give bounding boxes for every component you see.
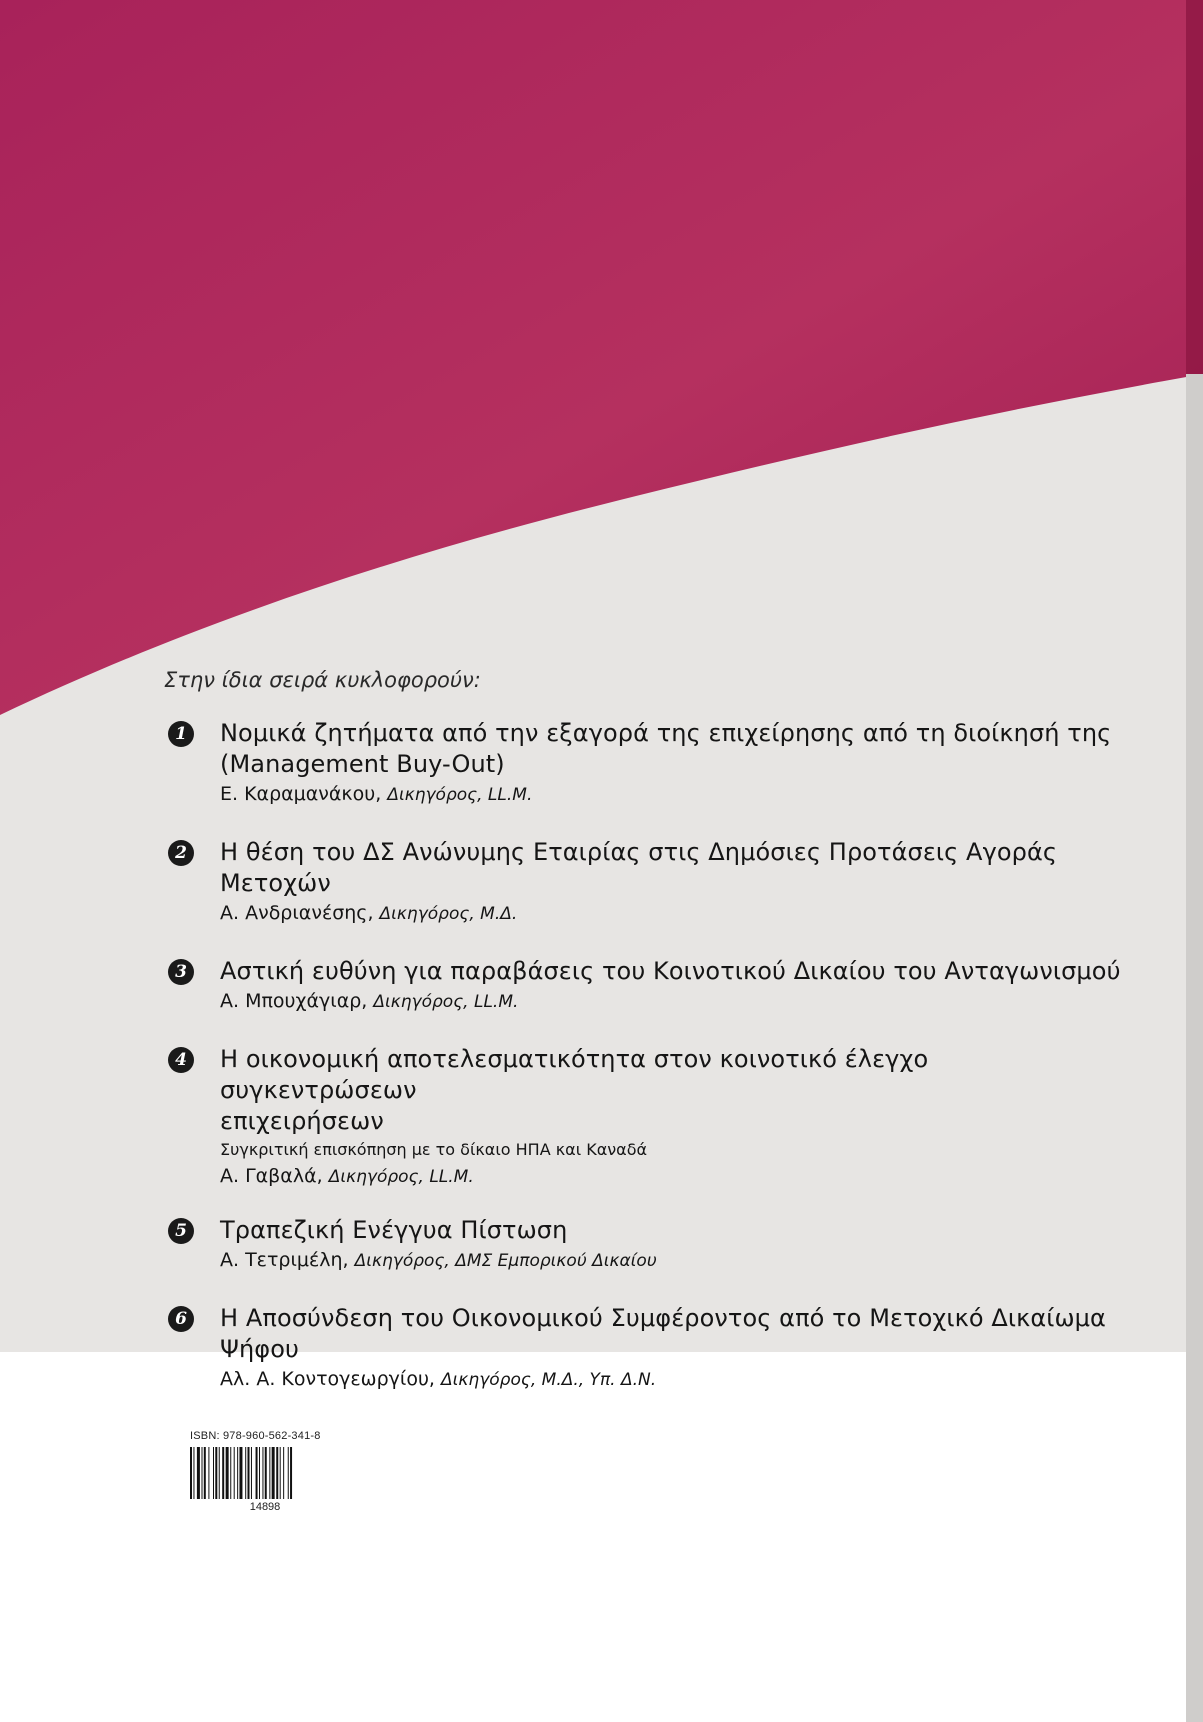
barcode-bar bbox=[272, 1447, 275, 1499]
book-author bbox=[220, 1162, 1128, 1191]
barcode-bar bbox=[283, 1447, 284, 1499]
white-band bbox=[0, 1352, 1203, 1722]
author-name: Α. Γαβαλά, bbox=[220, 1165, 323, 1187]
book-title: Η Αποσύνδεση του Οικονομικού Συμφέροντος από το Μετοχικό Δικαίωμα Ψήφου bbox=[220, 1304, 1106, 1363]
book-title-line-2: επιχειρήσεων bbox=[220, 1107, 384, 1135]
barcode-bar bbox=[237, 1447, 238, 1499]
barcode-bar bbox=[208, 1447, 209, 1499]
book-item-1 bbox=[168, 718, 1128, 809]
author-credentials: Δικηγόρος, ΔΜΣ Εμπορικού Δικαίου bbox=[354, 1251, 657, 1271]
book-item-5 bbox=[168, 1215, 1128, 1275]
barcode-bar bbox=[234, 1447, 235, 1499]
book-title-line-2: (Management Buy-Out) bbox=[220, 750, 505, 778]
barcode-bar bbox=[288, 1447, 289, 1499]
barcode-bar bbox=[197, 1447, 200, 1499]
author-credentials: Δικηγόρος, LL.M. bbox=[373, 992, 519, 1012]
book-author bbox=[220, 899, 1128, 928]
barcode-bar bbox=[204, 1447, 206, 1499]
author-name: Α. Ανδριανέσης, bbox=[220, 902, 374, 924]
book-title: Νομικά ζητήματα από την εξαγορά της επιχείρησης από τη διοίκησή της bbox=[220, 719, 1112, 747]
number-badge: 2 bbox=[168, 840, 194, 866]
author-credentials: Δικηγόρος, LL.M. bbox=[328, 1167, 474, 1187]
author-name: Ε. Καραμανάκου, bbox=[220, 783, 382, 805]
number-badge: 6 bbox=[168, 1306, 194, 1332]
isbn-text: ISBN: 978-960-562-341-8 bbox=[190, 1430, 321, 1442]
barcode-bar bbox=[202, 1447, 203, 1499]
barcode-bar bbox=[239, 1447, 242, 1499]
barcode-bar bbox=[259, 1447, 260, 1499]
barcode-bar bbox=[215, 1447, 217, 1499]
barcode bbox=[190, 1447, 334, 1499]
barcode-bar bbox=[226, 1447, 229, 1499]
barcode-number: 14898 bbox=[249, 1501, 281, 1513]
barcode-bar bbox=[213, 1447, 214, 1499]
series-heading: Στην ίδια σειρά κυκλοφορούν: bbox=[164, 668, 481, 692]
book-subtitle: Συγκριτική επισκόπηση με το δίκαιο ΗΠΑ και Καναδά bbox=[220, 1140, 648, 1159]
book-title: Η οικονομική αποτελεσματικότητα στον κοινοτικό έλεγχο συγκεντρώσεων bbox=[220, 1045, 929, 1104]
barcode-bar bbox=[248, 1447, 250, 1499]
book-item-2 bbox=[168, 837, 1128, 928]
barcode-bar bbox=[251, 1447, 252, 1499]
barcode-bar bbox=[245, 1447, 246, 1499]
book-item-6 bbox=[168, 1303, 1128, 1394]
book-author bbox=[220, 987, 1128, 1016]
author-credentials: Δικηγόρος, Μ.Δ., Υπ. Δ.Ν. bbox=[441, 1370, 657, 1390]
book-item-3 bbox=[168, 956, 1128, 1016]
author-name: Αλ. Α. Κοντογεωργίου, bbox=[220, 1368, 435, 1390]
number-badge: 4 bbox=[168, 1047, 194, 1073]
author-credentials: Δικηγόρος, Μ.Δ. bbox=[379, 904, 518, 924]
barcode-bar bbox=[276, 1447, 278, 1499]
barcode-bar bbox=[290, 1447, 292, 1499]
barcode-bar bbox=[222, 1447, 224, 1499]
barcode-bar bbox=[256, 1447, 258, 1499]
author-name: Α. Μπουχάγιαρ, bbox=[220, 990, 368, 1012]
book-title: Τραπεζική Ενέγγυα Πίστωση bbox=[220, 1216, 568, 1244]
barcode-bar bbox=[190, 1447, 192, 1499]
barcode-bar bbox=[269, 1447, 270, 1499]
number-badge: 3 bbox=[168, 959, 194, 985]
book-author bbox=[220, 1365, 1128, 1394]
barcode-bar bbox=[280, 1447, 281, 1499]
barcode-bar bbox=[219, 1447, 220, 1499]
barcode-bar bbox=[265, 1447, 267, 1499]
barcode-bar bbox=[230, 1447, 231, 1499]
book-list bbox=[168, 718, 1128, 1394]
book-item-4 bbox=[168, 1044, 1128, 1191]
book-author bbox=[220, 780, 1128, 809]
book-title: Η θέση του ΔΣ Ανώνυμης Εταιρίας στις Δημόσιες Προτάσεις Αγοράς Μετοχών bbox=[220, 838, 1058, 897]
author-credentials: Δικηγόρος, LL.M. bbox=[387, 785, 533, 805]
author-name: Α. Τετριμέλη, bbox=[220, 1249, 349, 1271]
isbn-block bbox=[190, 1430, 340, 1513]
barcode-bar bbox=[193, 1447, 194, 1499]
number-badge: 1 bbox=[168, 721, 194, 747]
book-author bbox=[220, 1246, 1128, 1275]
book-title: Αστική ευθύνη για παραβάσεις του Κοινοτικού Δικαίου του Ανταγωνισμού bbox=[220, 957, 1121, 985]
barcode-bar bbox=[262, 1447, 263, 1499]
number-badge: 5 bbox=[168, 1218, 194, 1244]
